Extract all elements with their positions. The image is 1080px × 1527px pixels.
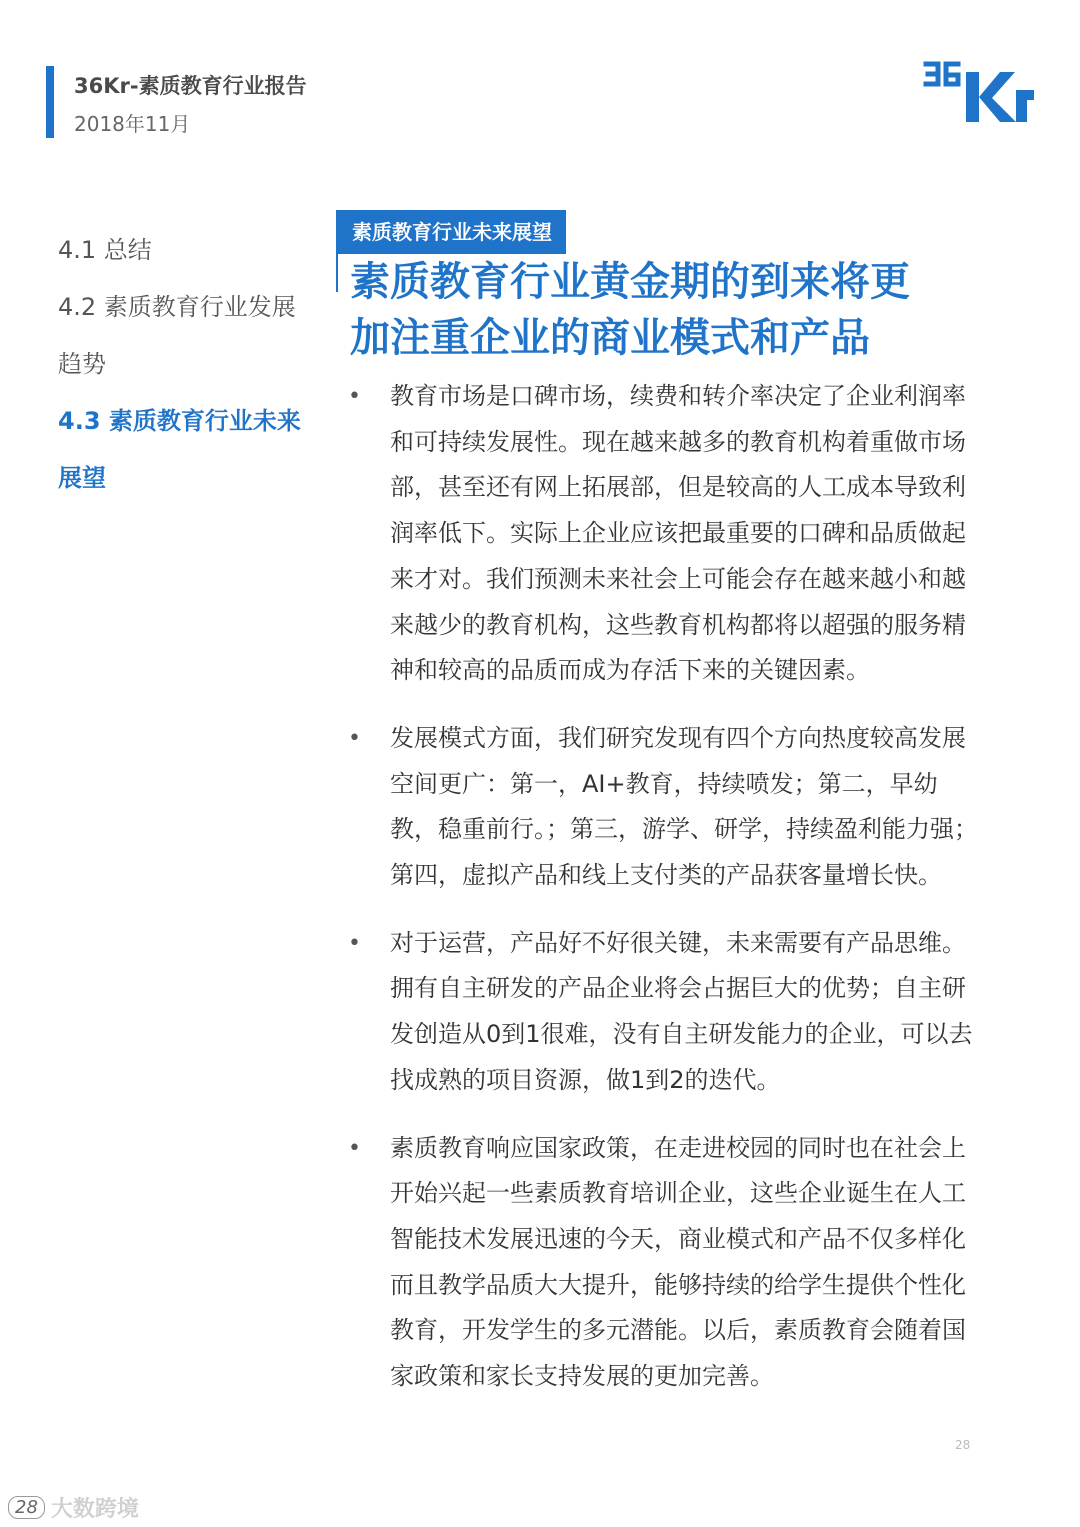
bullet-dot-icon: • <box>348 384 361 409</box>
watermark-text: 大数跨境 <box>50 1497 139 1522</box>
bullet-text: 对于运营，产品好不好很关键，未来需要有产品思维。拥有自主研发的产品企业将会占据巨大的优势；自主研发创造从0到1很难，没有自主研发能力的企业，可以去找成熟的项目资源，做1到2的迭代。 <box>390 928 973 1094</box>
footer <box>8 1492 139 1523</box>
bullet-item-policy <box>340 1126 980 1400</box>
toc-item-4-1-summary[interactable]: 4.1 总结 <box>58 236 152 264</box>
section-headline <box>350 254 990 366</box>
bullet-text: 素质教育响应国家政策，在走进校园的同时也在社会上开始兴起一些素质教育培训企业，这些企业诞生在人工智能技术发展迅速的今天，商业模式和产品不仅多样化而且教学品质大大提升，能够持续的给学生提供个性化教育，开发学生的多元潜能。以后，素质教育会随着国家政策和家长支持发展的更加完善。 <box>390 1133 966 1391</box>
toc-item-4-3-outlook[interactable]: 4.3 素质教育行业未来 <box>58 407 301 435</box>
bullet-dot-icon: • <box>348 930 361 956</box>
toc-item-4-3-outlook-cont[interactable]: 展望 <box>58 464 106 492</box>
report-date: 2018年11月 <box>74 112 191 136</box>
headline-line-1: 素质教育行业黄金期的到来将更 <box>350 259 910 305</box>
bullet-text: 教育市场是口碑市场，续费和转介率决定了企业利润率和可持续发展性。现在越来越多的教育机构着重做市场部，甚至还有网上拓展部，但是较高的人工成本导致利润率低下。实际上企业应该把最重要的口碑和品质做起来才对。我们预测未来社会上可能会存在越来越小和越来越少的教育机构，这些教育机构都将以超强的服务精神和较高的品质而成为存活下来的关键因素。 <box>390 382 966 685</box>
bullet-item-development-modes <box>340 716 980 899</box>
toc-item-4-2-trends-cont[interactable]: 趋势 <box>58 350 106 378</box>
bullet-item-reputation <box>340 374 980 694</box>
header-accent-bar <box>46 66 54 138</box>
bullet-text: 发展模式方面，我们研究发现有四个方向热度较高发展空间更广：第一，AI+教育，持续喷发；第二，早幼教，稳重前行。；第三，游学、研学，持续盈利能力强；第四，虚拟产品和线上支付类的产品获客量增长快。 <box>390 723 978 890</box>
report-title: 36Kr-素质教育行业报告 <box>74 74 307 98</box>
toc-item-4-2-trends[interactable]: 4.2 素质教育行业发展 <box>58 293 296 321</box>
section-badge: 素质教育行业未来展望 <box>338 210 566 254</box>
36kr-logo <box>920 50 1040 130</box>
bullet-dot-icon: • <box>348 1135 361 1161</box>
bullet-item-operations <box>340 921 980 1104</box>
sidebar-toc <box>58 222 308 507</box>
corner-page-number: 28 <box>955 1438 971 1452</box>
bullet-dot-icon: • <box>348 725 361 751</box>
footer-page-number: 28 <box>8 1496 45 1519</box>
headline-line-2: 加注重企业的商业模式和产品 <box>350 315 870 361</box>
bullet-list <box>340 374 980 1422</box>
